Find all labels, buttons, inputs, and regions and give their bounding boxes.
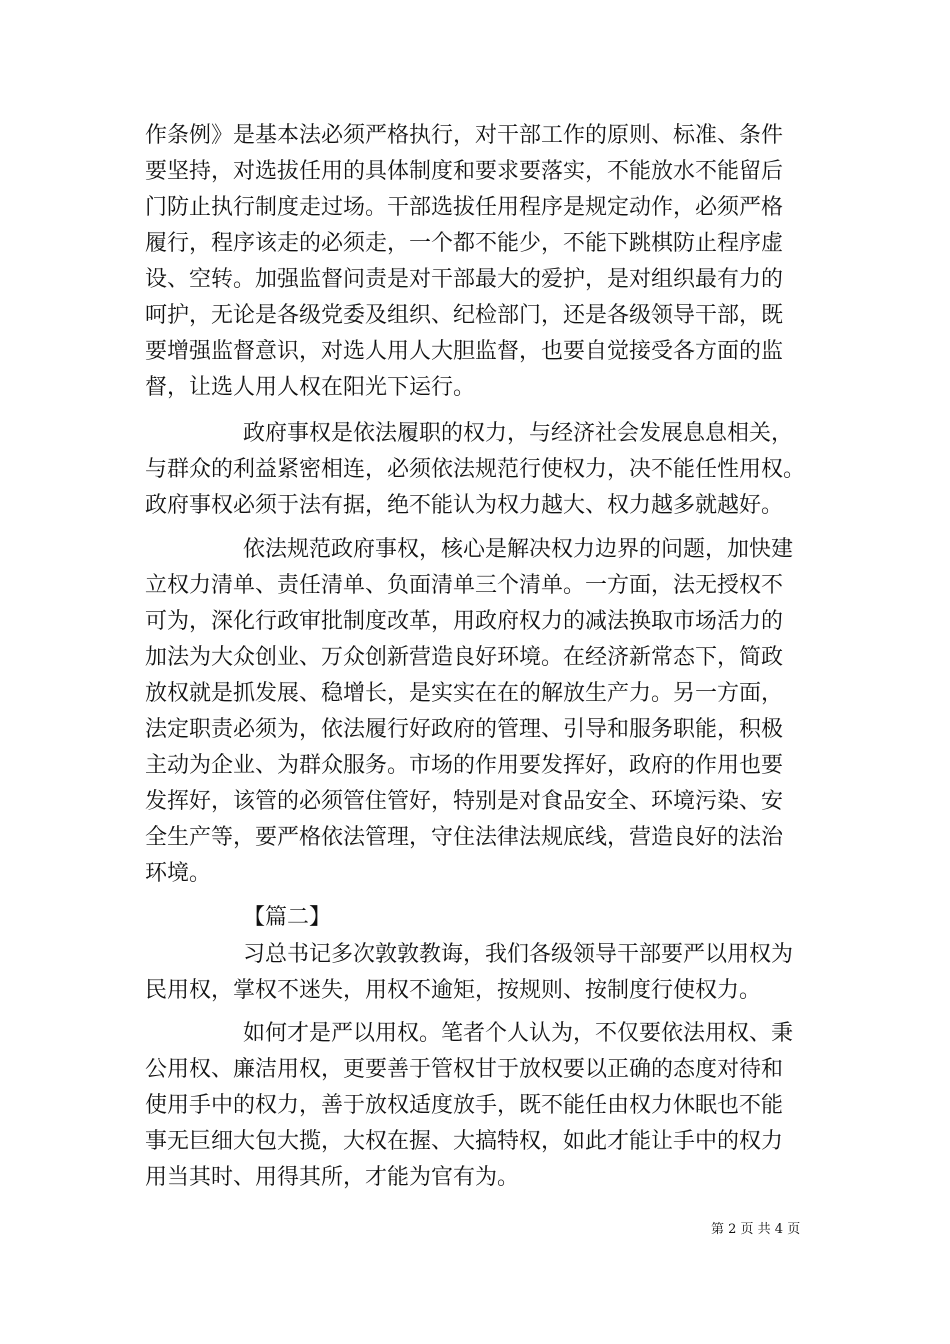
- text-line: 用当其时、用得其所，才能为官有为。: [145, 1165, 520, 1190]
- text-line: 立权力清单、责任清单、负面清单三个清单。一方面，法无授权不: [145, 573, 784, 598]
- page-number: 第 2 页 共 4 页: [711, 1222, 801, 1237]
- text-line: 发挥好，该管的必须管住管好，特别是对食品安全、环境污染、安: [145, 789, 784, 814]
- text-line: 要坚持，对选拔任用的具体制度和要求要落实，不能放水不能留后: [145, 159, 784, 184]
- text-line: 依法规范政府事权，核心是解决权力边界的问题，加快建: [243, 537, 794, 562]
- text-line: 主动为企业、为群众服务。市场的作用要发挥好，政府的作用也要: [145, 753, 784, 778]
- text-line: 呵护，无论是各级党委及组织、纪检部门，还是各级领导干部，既: [145, 303, 784, 328]
- text-line: 如何才是严以用权。笔者个人认为，不仅要依法用权、秉: [243, 1021, 794, 1046]
- text-line: 政府事权必须于法有据，绝不能认为权力越大、权力越多就越好。: [145, 493, 784, 518]
- text-line: 要增强监督意识，对选人用人大胆监督，也要自觉接受各方面的监: [145, 339, 784, 364]
- text-line: 公用权、廉洁用权，更要善于管权甘于放权要以正确的态度对待和: [145, 1057, 784, 1082]
- text-line: 法定职责必须为，依法履行好政府的管理、引导和服务职能，积极: [145, 717, 784, 742]
- text-line: 放权就是抓发展、稳增长，是实实在在的解放生产力。另一方面，: [145, 681, 784, 706]
- text-line: 加法为大众创业、万众创新营造良好环境。在经济新常态下，简政: [145, 645, 784, 670]
- text-line: 与群众的利益紧密相连，必须依法规范行使权力，决不能任性用权。: [145, 457, 806, 482]
- text-line: 可为，深化行政审批制度改革，用政府权力的减法换取市场活力的: [145, 609, 784, 634]
- text-line: 督，让选人用人权在阳光下运行。: [145, 375, 476, 400]
- text-line: 门防止执行制度走过场。干部选拔任用程序是规定动作，必须严格: [145, 195, 784, 220]
- text-line: 民用权，掌权不迷失，用权不逾矩，按规则、按制度行使权力。: [145, 978, 762, 1003]
- text-line: 政府事权是依法履职的权力，与经济社会发展息息相关，: [243, 421, 794, 446]
- text-line: 习总书记多次敦敦教诲，我们各级领导干部要严以用权为: [243, 942, 794, 967]
- text-line: 全生产等，要严格依法管理，守住法律法规底线，营造良好的法治: [145, 825, 784, 850]
- text-line: 履行，程序该走的必须走，一个都不能少，不能下跳棋防止程序虚: [145, 231, 784, 256]
- text-line: 环境。: [145, 861, 212, 886]
- text-line: 事无巨细大包大揽，大权在握、大搞特权，如此才能让手中的权力: [145, 1129, 784, 1154]
- section-heading: 【篇二】: [243, 905, 332, 930]
- text-line: 设、空转。加强监督问责是对干部最大的爱护，是对组织最有力的: [145, 267, 784, 292]
- text-line: 使用手中的权力，善于放权适度放手，既不能任由权力休眠也不能: [145, 1093, 784, 1118]
- text-line: 作条例》是基本法必须严格执行，对干部工作的原则、标准、条件: [145, 123, 784, 148]
